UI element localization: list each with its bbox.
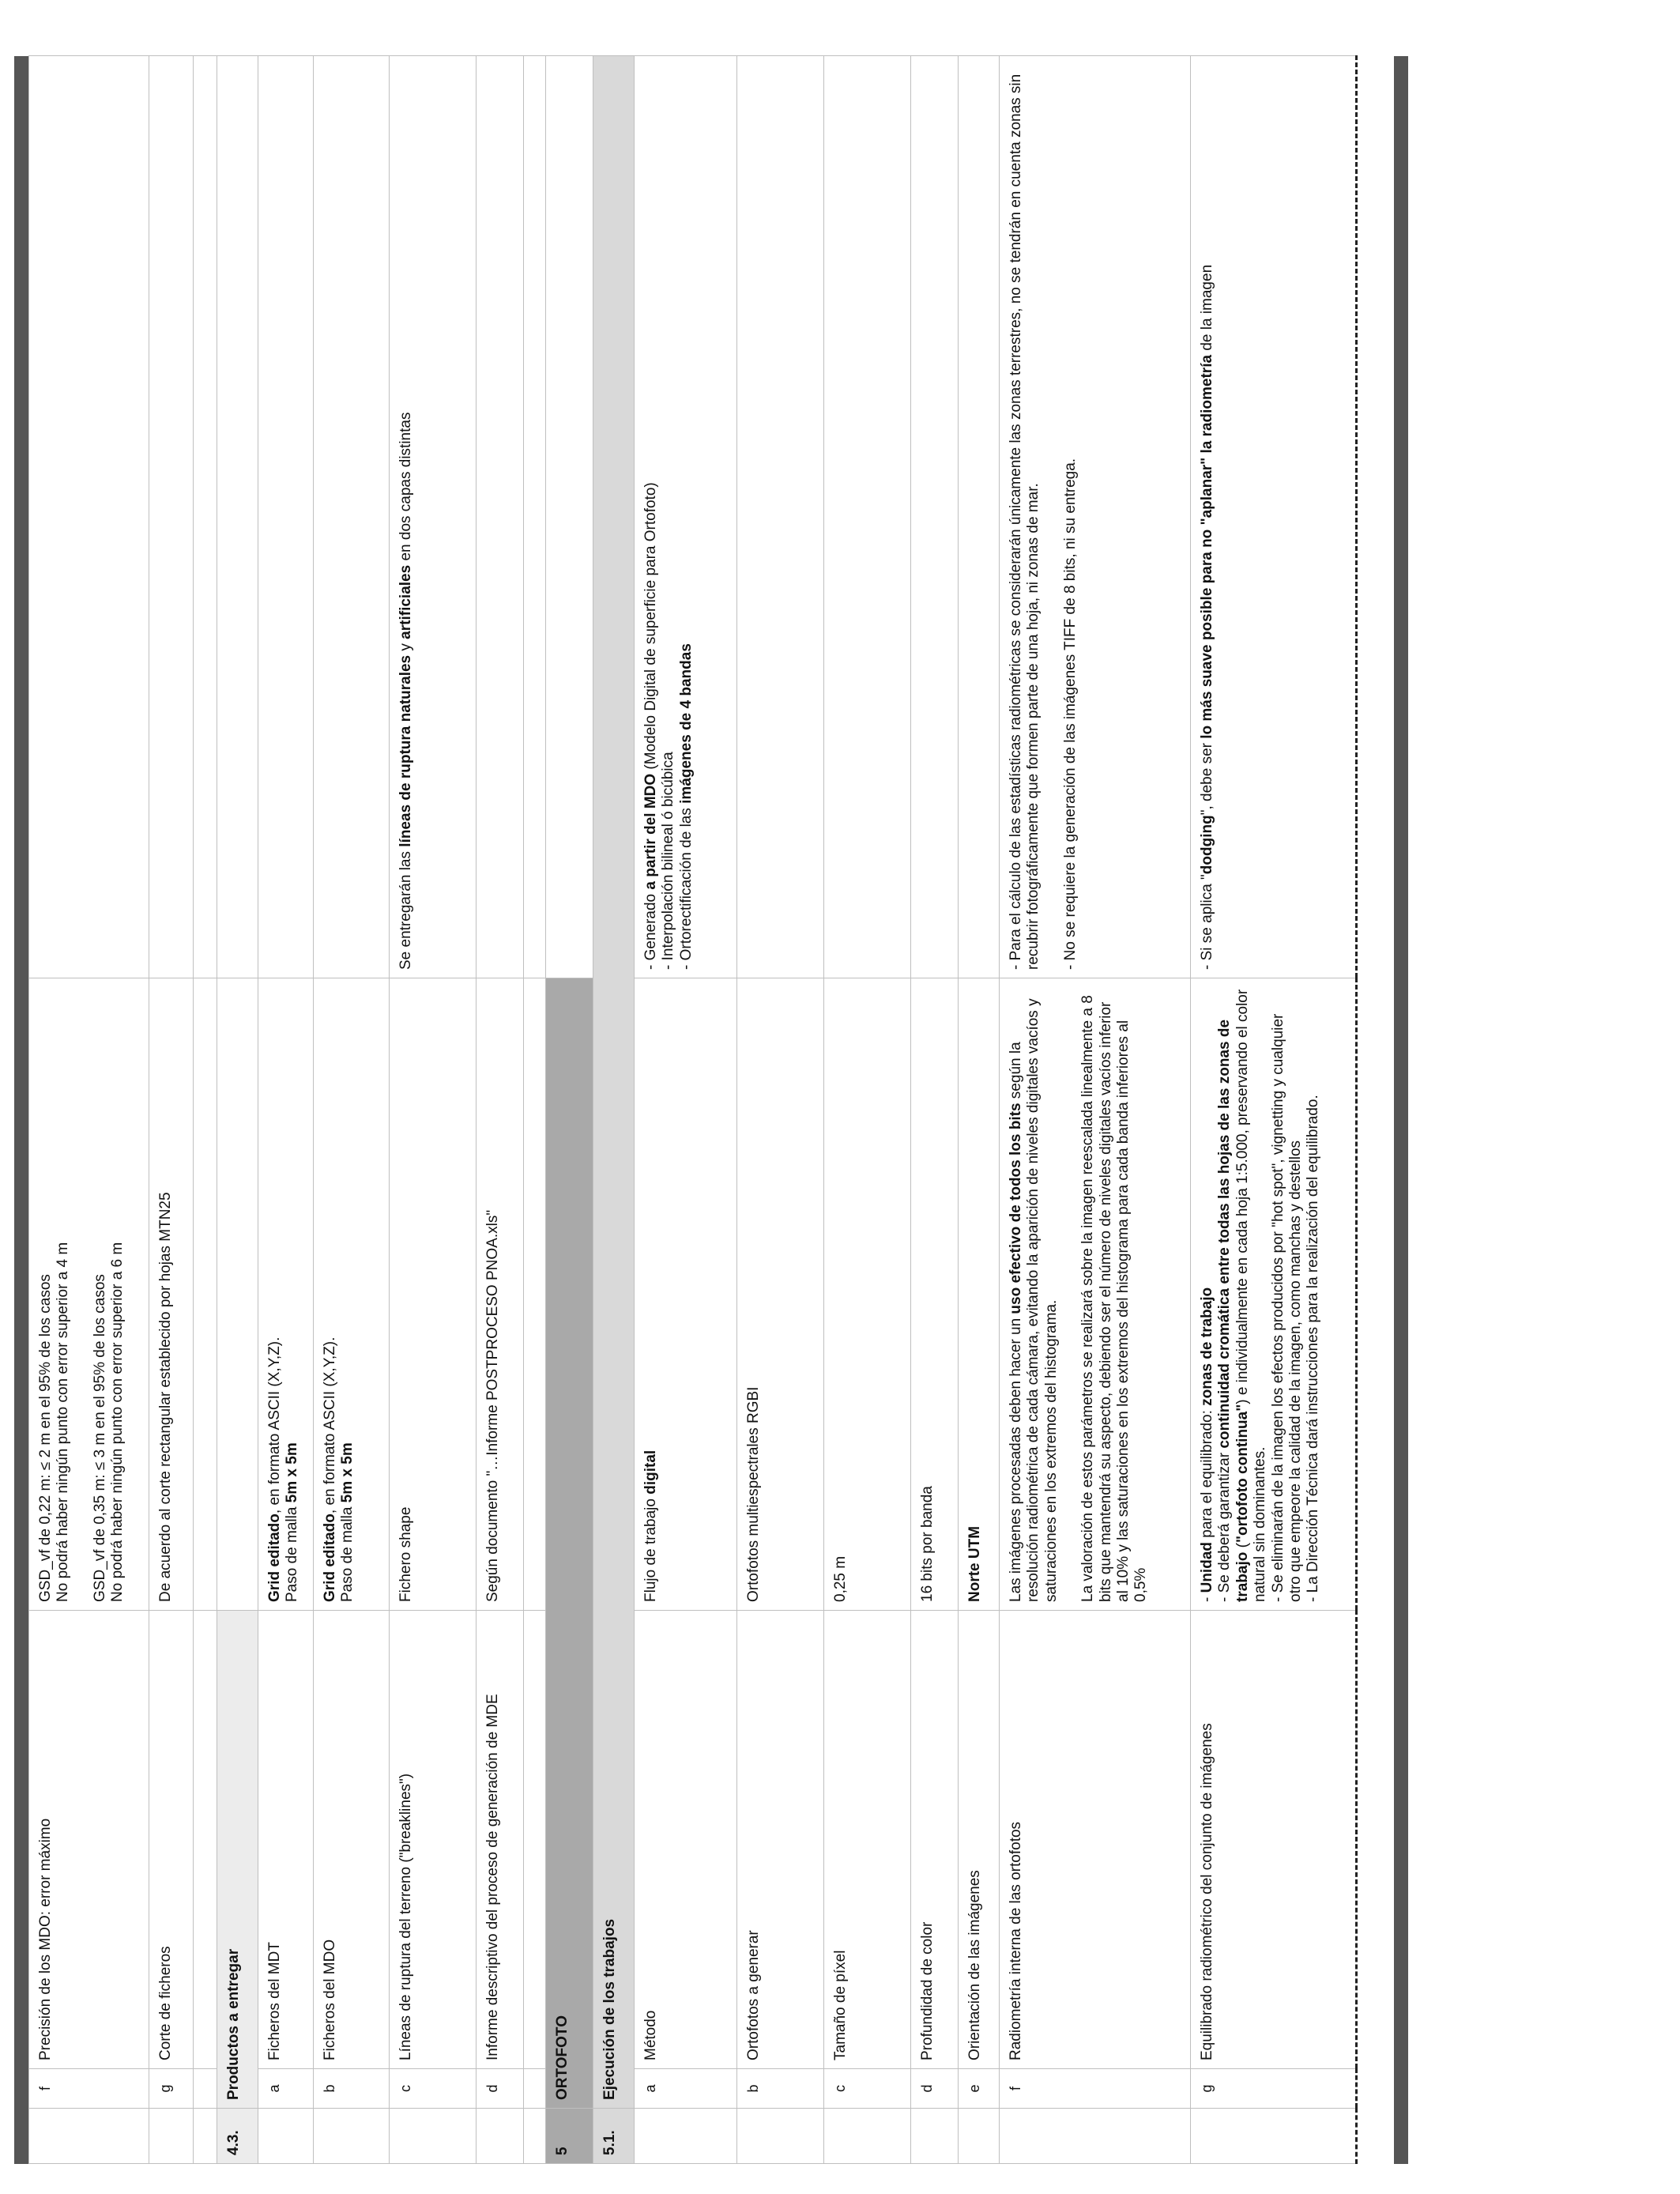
spec-bold: Norte UTM <box>966 1525 983 1602</box>
table-row <box>824 56 911 2164</box>
row-spec: 16 bits por banda <box>911 978 959 1611</box>
notes-line: - Interpolación bilineal ó bicúbica <box>660 752 677 970</box>
spec-text: ( <box>1234 1543 1251 1552</box>
row-item: Radiometría interna de las ortofotos <box>1000 1611 1191 2069</box>
row-letter: b <box>314 2069 390 2109</box>
row-letter: g <box>149 2069 194 2109</box>
section-header-row <box>217 56 258 2164</box>
row-spec <box>635 978 737 1611</box>
row-item: Profundidad de color <box>911 1611 959 2069</box>
row-spec <box>1000 978 1191 1611</box>
table-row <box>314 56 390 2164</box>
row-spec <box>29 978 149 1611</box>
table-row <box>477 56 524 2164</box>
row-letter: b <box>737 2069 824 2109</box>
section-number: 5 <box>546 2109 593 2164</box>
row-item: Ficheros del MDT <box>258 1611 314 2069</box>
table-row <box>1000 56 1191 2164</box>
row-item: Corte de ficheros <box>149 1611 194 2069</box>
row-notes <box>635 56 737 978</box>
row-letter: a <box>258 2069 314 2109</box>
spec-text: , en formato ASCII (X,Y,Z). <box>266 1336 283 1514</box>
spacer-row <box>194 56 217 2164</box>
table-row <box>390 56 477 2164</box>
spec-bold: Grid editado <box>266 1514 283 1602</box>
row-spec: Ortofotos multiespectrales RGBI <box>737 978 824 1611</box>
table-row <box>635 56 737 2164</box>
row-letter: c <box>824 2069 911 2109</box>
spec-bold: 5m x 5m <box>284 1442 301 1503</box>
row-item: Ortofotos a generar <box>737 1611 824 2069</box>
notes-bold: artificiales <box>397 564 414 639</box>
spec-paragraph: La valoración de estos parámetros se realizará sobre la imagen reescalada linealmente a 8 bits que mantendrá su aspecto, debiendo ser el número de niveles digitales vacíos inferior al 10% y las saturaciones en los extremos del histograma para cada banda inferiores al 0,5% <box>1079 995 1150 1602</box>
rotated-spec-page <box>14 56 1408 2164</box>
spec-text: ) e individualmente en cada hoja 1:5.000, preservando el color natural sin dominantes. <box>1234 989 1269 1602</box>
section-header-row <box>593 56 635 2164</box>
section-number: 4.3. <box>217 2109 258 2164</box>
spec-bold: "ortofoto continua" <box>1234 1404 1251 1544</box>
notes-text: Se entregarán las <box>397 846 414 970</box>
table-row <box>1191 56 1357 2164</box>
notes-bold: imágenes de 4 bandas <box>677 643 695 804</box>
notes-text: en dos capas distintas <box>397 412 414 565</box>
row-item: Precisión de los MDO: error máximo <box>29 1611 149 2069</box>
spec-bold: digital <box>642 1449 659 1495</box>
row-letter: f <box>29 2069 149 2109</box>
row-letter: d <box>911 2069 959 2109</box>
notes-text: ", debe ser <box>1199 738 1215 816</box>
row-spec <box>314 978 390 1611</box>
spec-text: , en formato ASCII (X,Y,Z). <box>322 1336 338 1514</box>
spec-line: GSD_vf de 0,35 m: ≤ 3 m en el 95% de los casos <box>91 1274 108 1602</box>
notes-bold: dodging <box>1199 815 1215 875</box>
spec-bold: continuidad cromática entre todas las hojas de las zonas de trabajo <box>1216 1019 1251 1602</box>
notes-text: de la imagen <box>1199 264 1215 355</box>
spec-line: - Se eliminarán de la imagen los efectos producidos por "hot spot", vignetting y cualquier otro que empeore la calidad de la imagen, como manchas y destellos <box>1269 1013 1305 1602</box>
bottom-border-bar <box>1394 56 1408 2164</box>
row-spec: Fichero shape <box>390 978 477 1611</box>
row-spec <box>1191 978 1357 1611</box>
section-title: Ejecución de los trabajos <box>593 56 635 2109</box>
spec-line: - La Dirección Técnica dará instrucciones para la realización del equilibrado. <box>1305 1095 1322 1602</box>
row-item: Tamaño de píxel <box>824 1611 911 2069</box>
section-header-row <box>546 56 593 2164</box>
row-letter: g <box>1191 2069 1357 2109</box>
spec-text: Paso de malla <box>339 1502 356 1602</box>
notes-text: (Modelo Digital de superficie para Ortofoto) <box>642 482 659 774</box>
row-notes <box>1000 56 1191 978</box>
spec-bold: 5m x 5m <box>339 1442 356 1503</box>
notes-bold: lo más suave posible para no "aplanar" la radiometría <box>1199 354 1215 739</box>
row-spec: Según documento "…Informe POSTPROCESO PNOA.xls" <box>477 978 524 1611</box>
spec-bold: zonas de trabajo <box>1199 1287 1215 1406</box>
notes-text: y <box>397 639 414 655</box>
notes-text: - Ortorectificación de las <box>677 803 695 970</box>
row-spec <box>959 978 1000 1611</box>
row-letter: e <box>959 2069 1000 2109</box>
row-spec: De acuerdo al corte rectangular establecido por hojas MTN25 <box>149 978 194 1611</box>
notes-text: - Generado <box>642 889 659 970</box>
notes-bold: líneas de ruptura naturales <box>397 654 414 847</box>
notes-paragraph: - Para el cálculo de las estadísticas radiométricas se considerarán únicamente las zonas terrestres, no se tendrán en cuenta zonas sin recubrir fotográficamente que formen parte de una hoja, ni zonas de mar. <box>1008 74 1042 970</box>
spec-text: - <box>1199 1593 1215 1602</box>
table-row <box>258 56 314 2164</box>
spec-text: - Se deberá garantizar <box>1216 1448 1234 1602</box>
spec-line: GSD_vf de 0,22 m: ≤ 2 m en el 95% de los casos <box>37 1274 54 1602</box>
table-row <box>959 56 1000 2164</box>
spec-bold: Grid editado <box>322 1514 338 1602</box>
row-letter: f <box>1000 2069 1191 2109</box>
table-row <box>29 56 149 2164</box>
notes-paragraph: - No se requiere la generación de las imágenes TIFF de 8 bits, ni su entrega. <box>1061 458 1079 970</box>
row-item: Método <box>635 1611 737 2069</box>
section-title: Productos a entregar <box>217 1611 258 2109</box>
row-item: Líneas de ruptura del terreno ("breaklines") <box>390 1611 477 2069</box>
table-row <box>149 56 194 2164</box>
section-number: 5.1. <box>593 2109 635 2164</box>
spec-bold: Unidad <box>1199 1542 1215 1593</box>
table-row <box>911 56 959 2164</box>
spec-text: según la resolución radiométrica de cada cámara, evitando la aparición de niveles digitales vacíos y saturaciones en los extremos del histograma. <box>1008 998 1060 1602</box>
row-item: Informe descriptivo del proceso de generación de MDE <box>477 1611 524 2069</box>
row-letter: d <box>477 2069 524 2109</box>
spec-text: Las imágenes procesadas deben hacer un <box>1008 1314 1024 1602</box>
row-item: Ficheros del MDO <box>314 1611 390 2069</box>
spec-text: para el equilibrado: <box>1199 1405 1215 1542</box>
row-spec <box>258 978 314 1611</box>
spec-line: No podrá haber ningún punto con error superior a 4 m <box>55 1242 72 1602</box>
top-border-bar <box>14 56 28 2164</box>
row-item: Orientación de las imágenes <box>959 1611 1000 2069</box>
row-notes <box>390 56 477 978</box>
section-title: ORTOFOTO <box>546 978 593 2109</box>
spacer-row <box>524 56 546 2164</box>
specifications-table <box>28 55 1358 2164</box>
spec-text: Flujo de trabajo <box>642 1494 659 1602</box>
row-letter: c <box>390 2069 477 2109</box>
table-row <box>737 56 824 2164</box>
notes-bold: a partir del MDO <box>642 773 659 890</box>
spec-text: Paso de malla <box>284 1502 301 1602</box>
row-letter: a <box>635 2069 737 2109</box>
notes-text: - Si se aplica " <box>1199 874 1215 970</box>
row-notes <box>1191 56 1357 978</box>
spec-line: No podrá haber ningún punto con error superior a 6 m <box>109 1242 126 1602</box>
row-item: Equilibrado radiométrico del conjunto de imágenes <box>1191 1611 1357 2069</box>
row-spec: 0,25 m <box>824 978 911 1611</box>
spec-bold: uso efectivo de todos los bits <box>1008 1103 1024 1314</box>
